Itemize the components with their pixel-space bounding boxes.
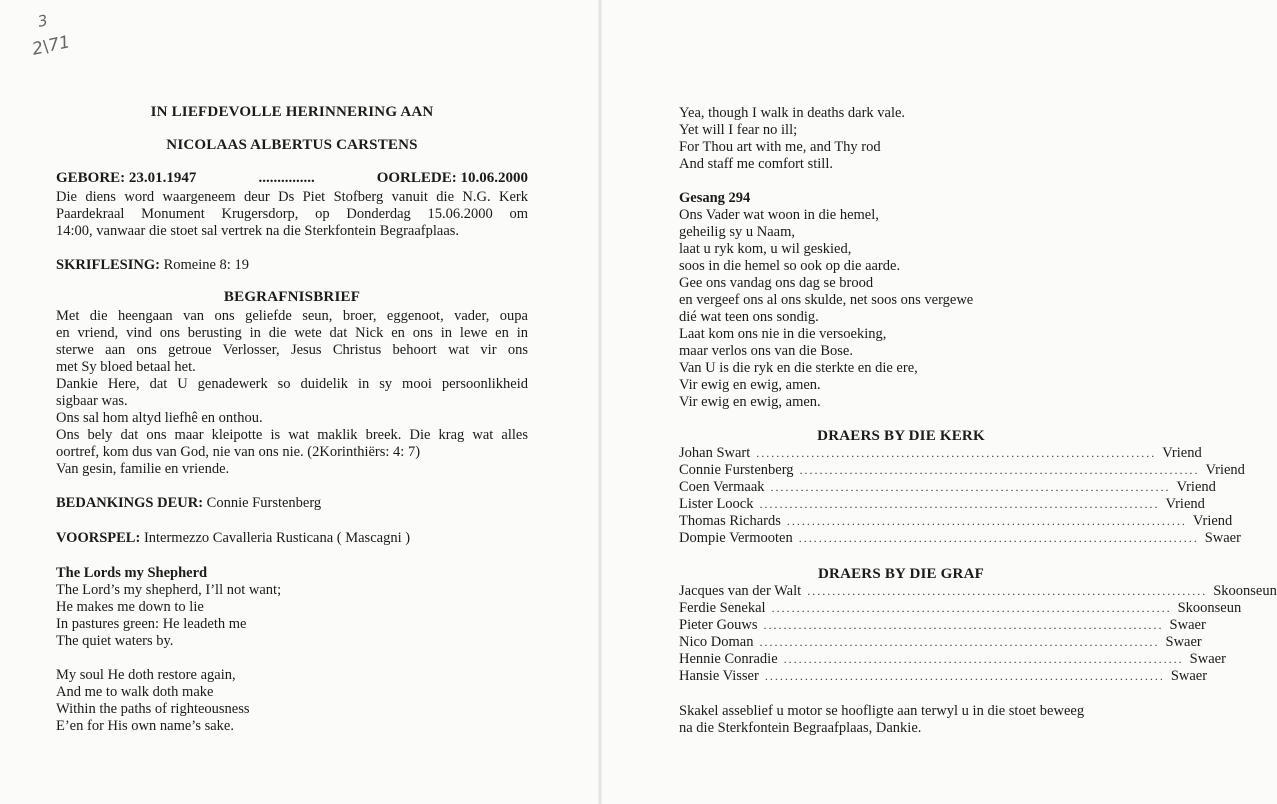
bearer-row [679, 445, 1202, 462]
bearer-row [679, 634, 1202, 651]
leader-dots: ................................................................................ [756, 446, 1157, 460]
bearer-role: Swaer [1169, 617, 1206, 633]
handwritten-note-top: 3 [36, 11, 50, 31]
bearer-name: Dompie Vermooten [679, 530, 793, 546]
hymn-line: Yea, though I walk in deaths dark vale. [679, 105, 906, 121]
leader-dots: ................................................................................ [783, 652, 1184, 666]
closing-line-1: Skakel asseblief u motor se hoofligte aan terwyl u in die stoet beweeg [679, 703, 1085, 719]
letter-line: en vriend, vind ons berusting in die wete dat Nick en ons in lewe en in [56, 325, 528, 341]
gesang-line: en vergeef ons al ons skulde, net soos ons vergewe [679, 292, 974, 308]
bearer-role: Swaer [1170, 668, 1208, 684]
bearer-name: Coen Vermaak [679, 479, 765, 495]
letter-line: sigbaar was. [56, 393, 128, 409]
bearer-row [679, 496, 1205, 513]
letter-line: met Sy bloed betaal het. [56, 359, 196, 375]
bearer-role: Skoonseun [1177, 600, 1242, 616]
hymn-line: The quiet waters by. [56, 633, 174, 649]
gesang-line: soos in die hemel so ook op die aarde. [679, 258, 901, 274]
leader-dots: ................................................................................ [770, 480, 1171, 494]
bearer-role: Swaer [1165, 634, 1202, 650]
thanks-row [56, 495, 321, 512]
letter-line: sterwe aan ons getroue Verlosser, Jesus Christus behoort wat vir ons [56, 342, 528, 358]
gesang-line: laat u ryk kom, u wil geskied, [679, 241, 852, 257]
hymn-title: The Lords my Shepherd [56, 565, 208, 581]
gesang-line: dié wat teen ons sondig. [679, 309, 819, 325]
bearer-row [679, 513, 1233, 530]
letter-line: Dankie Here, dat U genadewerk so duidelik in sy mooi persoonlikheid [56, 376, 528, 392]
hymn-line: He makes me down to lie [56, 599, 204, 615]
hymn-line: And me to walk doth make [56, 684, 214, 700]
gesang-line: Gee ons vandag ons dag se brood [679, 275, 874, 291]
bearer-row [679, 600, 1242, 617]
bearer-name: Ferdie Senekal [679, 600, 766, 616]
bearer-row [679, 462, 1245, 479]
bearer-role: Vriend [1192, 513, 1233, 529]
leader-dots: ................................................................................ [764, 669, 1165, 683]
leader-dots: ................................................................................ [759, 635, 1160, 649]
bearer-row [679, 668, 1208, 685]
gesang-line: Vir ewig en ewig, amen. [679, 394, 821, 410]
bearer-name: Pieter Gouws [679, 617, 758, 633]
bearer-role: Swaer [1189, 651, 1226, 667]
letter-line: oortref, kom dus van God, nie van ons nie. (2Korinthiërs: 4: 7) [56, 444, 421, 460]
bearer-role: Vriend [1176, 479, 1216, 495]
bearer-name: Hansie Visser [679, 668, 759, 684]
bearer-row [679, 530, 1241, 547]
leader-dots: ................................................................................ [771, 601, 1172, 615]
bearer-role: Vriend [1165, 496, 1205, 512]
bearer-name: Hennie Conradie [679, 651, 778, 667]
born-date: GEBORE: 23.01.1947 [56, 170, 197, 186]
bearer-role: Swaer [1204, 530, 1241, 546]
gesang-line: Laat kom ons nie in die versoeking, [679, 326, 887, 342]
hymn-line: For Thou art with me, and Thy rod [679, 139, 881, 155]
church-bearers-heading: DRAERS BY DIE KERK [817, 428, 985, 444]
bearer-row [679, 479, 1216, 496]
bearer-role: Vriend [1205, 462, 1245, 478]
handwritten-note-bottom: 2\71 [30, 32, 72, 60]
thanks-label: BEDANKINGS DEUR: [56, 495, 204, 511]
bearer-name: Thomas Richards [679, 513, 781, 529]
bearer-row [679, 651, 1226, 668]
hymn-line: The Lord’s my shepherd, I’ll not want; [56, 582, 282, 598]
letter-line: Van gesin, familie en vriende. [56, 461, 230, 477]
page-fold [598, 0, 602, 804]
leader-dots: ................................................................................ [798, 531, 1199, 545]
gesang-title: Gesang 294 [679, 190, 751, 206]
service-line-1: Die diens word waargeneem deur Ds Piet Stofberg vanuit die N.G. Kerk [56, 189, 528, 205]
letter-line: Met die heengaan van ons geliefde seun, broer, eggenoot, vader, oupa [56, 308, 528, 324]
service-line-2: Paardekraal Monument Krugersdorp, op Donderdag 15.06.2000 om [56, 206, 528, 222]
dates-row [56, 170, 528, 187]
thanks-value: Connie Furstenberg [206, 495, 322, 511]
service-line-3: 14:00, vanwaar die stoet sal vertrek na die Sterkfontein Begraafplaas. [56, 223, 460, 239]
letter-line: Ons bely dat ons maar kleipotte is wat maklik breek. Die krag wat alles [56, 427, 528, 443]
leader-dots: ................................................................................ [786, 514, 1187, 528]
bearer-row [679, 617, 1206, 634]
hymn-line: E’en for His own name’s sake. [56, 718, 234, 734]
died-date: OORLEDE: 10.06.2000 [376, 170, 528, 186]
bearer-name: Lister Loock [679, 496, 754, 512]
bearer-name: Jacques van der Walt [679, 583, 802, 599]
prelude-value: Intermezzo Cavalleria Rusticana ( Mascagni ) [143, 530, 411, 546]
hymn-line: And staff me comfort still. [679, 156, 833, 172]
scripture-label: SKRIFLESING: [56, 257, 160, 273]
gesang-line: Vir ewig en ewig, amen. [679, 377, 821, 393]
gesang-line: maar verlos ons van die Bose. [679, 343, 853, 359]
hymn-line: In pastures green: He leadeth me [56, 616, 247, 632]
bearer-role: Skoonseun [1213, 583, 1277, 599]
bearer-row [679, 583, 1277, 600]
closing-line-2: na die Sterkfontein Begraafplaas, Dankie. [679, 720, 922, 736]
bearer-name: Nico Doman [679, 634, 754, 650]
leader-dots: ................................................................................ [799, 463, 1200, 477]
hymn-line: My soul He doth restore again, [56, 667, 236, 683]
gesang-line: Van U is die ryk en die sterkte en die ere, [679, 360, 918, 376]
prelude-row [56, 530, 410, 547]
memorial-heading: IN LIEFDEVOLLE HERINNERING AAN [150, 104, 434, 120]
letter-line: Ons sal hom altyd liefhê en onthou. [56, 410, 263, 426]
gesang-line: geheilig sy u Naam, [679, 224, 795, 240]
leader-dots: ................................................................................ [763, 618, 1164, 632]
bearer-role: Vriend [1162, 445, 1202, 461]
leader-dots: ................................................................................ [759, 497, 1160, 511]
hymn-line: Yet will I fear no ill; [679, 122, 798, 138]
leader-dots: ................................................................................ [807, 584, 1208, 598]
bearer-name: Johan Swart [679, 445, 751, 461]
deceased-name: NICOLAAS ALBERTUS CARSTENS [166, 137, 418, 153]
letter-heading: BEGRAFNISBRIEF [223, 289, 361, 305]
grave-bearers-heading: DRAERS BY DIE GRAF [818, 566, 984, 582]
bearer-name: Connie Furstenberg [679, 462, 794, 478]
scripture-reading [56, 257, 249, 274]
dates-dots: ............... [258, 170, 315, 186]
hymn-line: Within the paths of righteousness [56, 701, 250, 717]
gesang-line: Ons Vader wat woon in die hemel, [679, 207, 879, 223]
prelude-label: VOORSPEL: [56, 530, 141, 546]
scripture-value: Romeine 8: 19 [163, 257, 249, 273]
